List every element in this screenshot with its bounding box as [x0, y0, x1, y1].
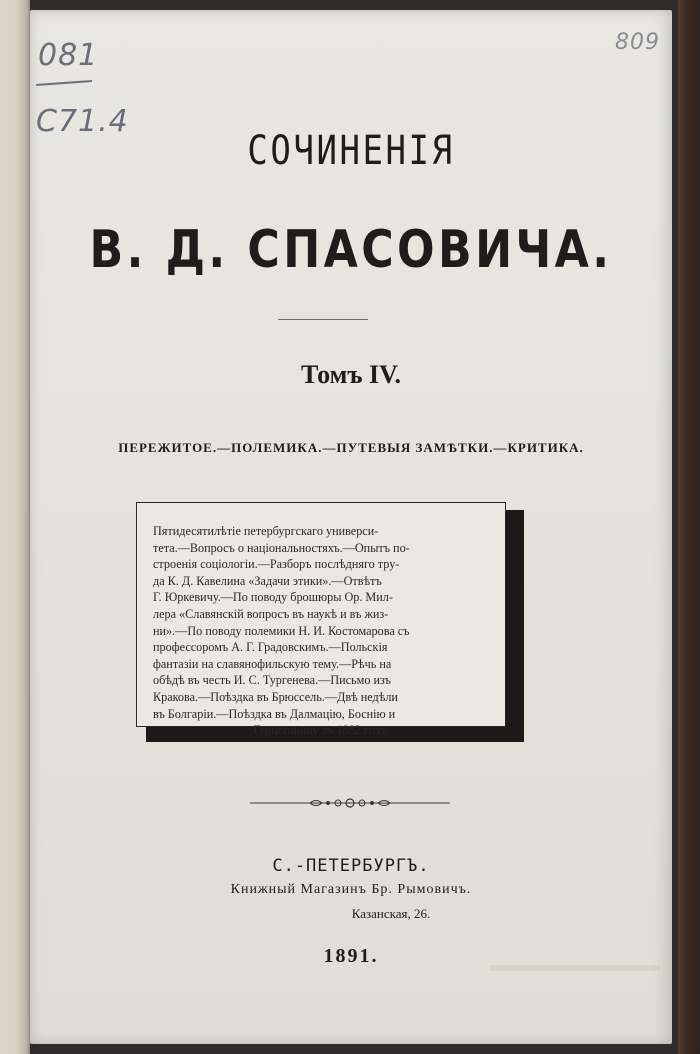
title-author: В. Д. СПАСОВИЧА. — [89, 220, 613, 280]
contents-line: да К. Д. Кавелина «Задачи этики».—Отвѣтъ — [153, 573, 382, 588]
subjects-line: ПЕРЕЖИТОЕ.—ПОЛЕМИКА.—ПУТЕВЫЯ ЗАМѢТКИ.—КРИТИКА. — [118, 440, 584, 455]
title-works: СОЧИНЕНІЯ — [247, 128, 455, 174]
handwritten-underline — [36, 80, 92, 86]
contents-line: Пятидесятилѣтіе петербургскаго универси- — [153, 524, 379, 538]
volume-label: Томъ IV. — [300, 360, 402, 389]
contents-box — [136, 502, 506, 738]
book-spine-left — [0, 0, 30, 1054]
contents-line: Герцеговину въ 1882 году. — [253, 723, 389, 738]
title-divider — [278, 319, 368, 320]
decorative-ornament-icon — [250, 795, 450, 811]
contents-line: обѣдѣ въ честь И. С. Тургенева.—Письмо изъ — [153, 673, 391, 688]
contents-line: въ Болгаріи.—Поѣздка въ Далмацію, Боснію и — [153, 706, 396, 721]
contents-line: фантазіи на славянофильскую тему.—Рѣчь на — [153, 656, 392, 671]
handwritten-corner-number: 809 — [615, 30, 660, 55]
imprint-publisher: Книжный Магазинъ Бр. Рымовичъ. — [230, 882, 472, 897]
imprint-city: С.-ПЕТЕРБУРГЪ. — [272, 856, 430, 876]
imprint-year: 1891. — [323, 945, 379, 967]
contents-line: Г. Юркевичу.—По поводу брошюры Ор. Мил- — [153, 590, 393, 605]
handwritten-shelf-mark-bottom: С71.4 — [36, 104, 129, 139]
contents-line: профессоромъ А. Г. Градовскимъ.—Польскія — [153, 640, 388, 655]
contents-line: лера «Славянскій вопросъ въ наукѣ и въ жиз- — [153, 606, 389, 621]
contents-line: ни».—По поводу полемики Н. И. Костомарова съ — [153, 623, 410, 638]
paper-stain — [490, 965, 660, 971]
handwritten-shelf-mark-top: 081 — [38, 38, 99, 73]
title-page — [30, 10, 672, 1044]
contents-line: тета.—Вопросъ о національностяхъ.—Опытъ по- — [153, 540, 410, 555]
book-cover-edge-right — [678, 0, 700, 1054]
imprint-address: Казанская, 26. — [351, 906, 431, 921]
contents-line: строенія соціологіи.—Разборъ послѣдняго тру- — [153, 557, 400, 572]
contents-line: Кракова.—Поѣздка въ Брюссель.—Двѣ недѣли — [153, 689, 398, 704]
